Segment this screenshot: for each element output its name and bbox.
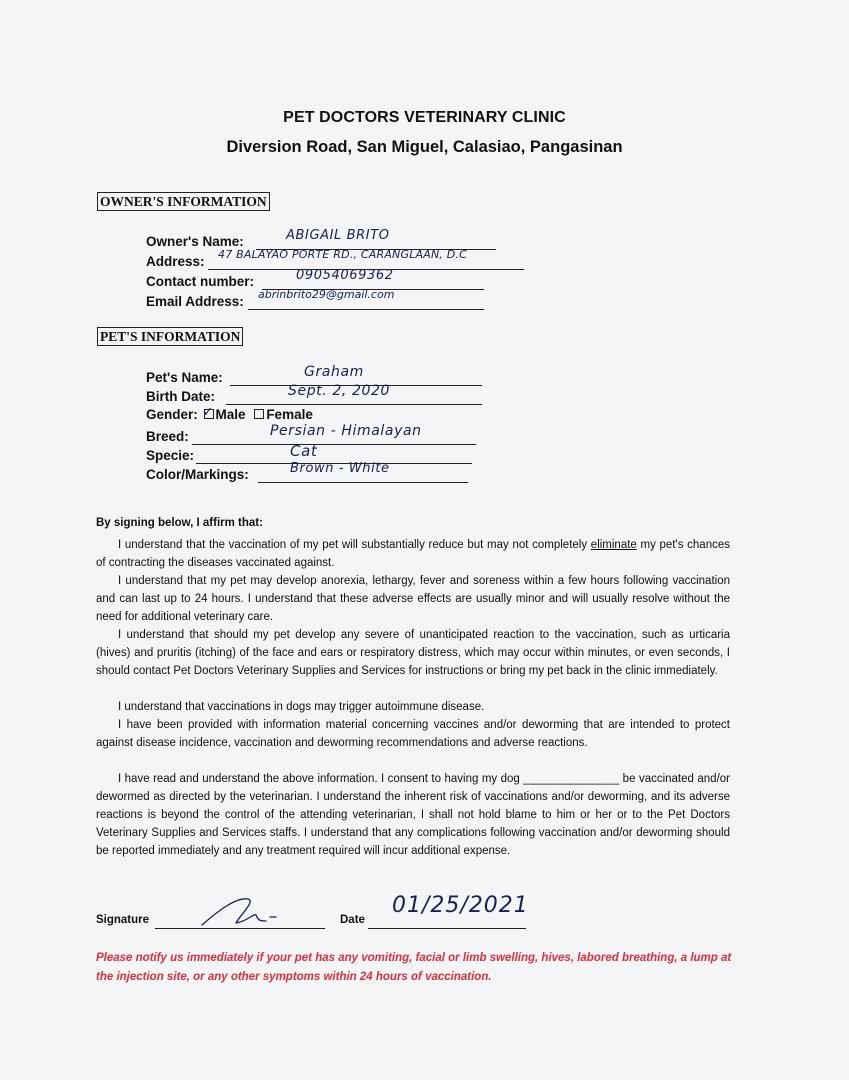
- owner-name-label: Owner's Name:: [146, 234, 244, 249]
- owner-address-label: Address:: [146, 254, 205, 269]
- pet-specie-value: Cat: [290, 442, 318, 460]
- consent-p1-start: I understand that the vaccination of my pet will substantially reduce but may not completely: [118, 539, 591, 551]
- consent-paragraph-3: [96, 626, 730, 680]
- clinic-address: Diversion Road, San Miguel, Calasiao, Pangasinan: [226, 138, 623, 156]
- consent-p4-text: I understand that vaccinations in dogs may trigger autoimmune disease.: [118, 701, 485, 713]
- checkmark-icon: ✓: [202, 404, 214, 419]
- pet-color-label: Color/Markings:: [146, 467, 249, 482]
- pet-breed-line: [192, 444, 476, 445]
- owner-email-label: Email Address:: [146, 294, 244, 309]
- consent-p1-end: my pet's chances of contracting the diseases vaccinated against.: [96, 539, 730, 569]
- consent-p1-eliminate: eliminate: [590, 539, 637, 551]
- consent-p6-text: I have read and understand the above information. I consent to having my dog _______________ be vaccinated and/or dewormed as directed by the veterinarian. I understand the inherent risk of vaccinations and/or deworming, and its adverse reactions is beyond the control of the attending veterinarian, I shall not hold blame to him or her or to the Pet Doctors Veterinary Supplies and Services staffs. I understand that any complications following vaccination and/or deworming should be reported immediately and any treatment required will incur additional expense.: [96, 773, 730, 857]
- pet-breed-label: Breed:: [146, 429, 189, 444]
- clinic-name: PET DOCTORS VETERINARY CLINIC: [283, 109, 566, 126]
- pet-gender-label: Gender:: [146, 407, 198, 422]
- pet-breed-value: Persian - Himalayan: [270, 423, 422, 439]
- pet-color-field: [146, 461, 486, 485]
- female-option-label: Female: [266, 407, 313, 422]
- owner-contact-value: 09054069362: [296, 268, 394, 283]
- consent-paragraph-6: [96, 770, 730, 860]
- pet-name-label: Pet's Name:: [146, 370, 223, 385]
- owner-section-header: OWNER'S INFORMATION: [97, 192, 270, 211]
- pet-birth-value: Sept. 2, 2020: [288, 383, 391, 399]
- owner-address-value: 47 BALAYAO PORTE RD., CARANGLAAN, D.C: [218, 248, 468, 261]
- consent-paragraph-5: [96, 716, 730, 752]
- owner-contact-label: Contact number:: [146, 274, 254, 289]
- affirm-title: By signing below, I affirm that:: [96, 517, 263, 529]
- owner-name-value: ABIGAIL BRITO: [286, 228, 390, 243]
- signature-scribble: [196, 893, 296, 929]
- consent-p3-text: I understand that should my pet develop any severe of unanticipated reaction to the vaccination, such as urticaria (hives) and pruritis (itching) of the face and ears or respiratory distress, which may occur within minutes, or even seconds, I should contact Pet Doctors Veterinary Supplies and Services for instructions or bring my pet back in the clinic immediately.: [96, 629, 730, 677]
- consent-p5-text: I have been provided with information material concerning vaccines and/or deworming that are intended to protect against disease incidence, vaccination and deworming recommendations and adverse reactions.: [96, 719, 730, 749]
- consent-p2-text: I understand that my pet may develop anorexia, lethargy, fever and soreness within a few hours following vaccination and can last up to 24 hours. I understand that these adverse effects are usually minor and will usually resolve without the need for additional veterinary care.: [96, 575, 730, 623]
- pet-color-line: [258, 482, 468, 483]
- consent-paragraph-4: [96, 698, 730, 716]
- pet-gender-field: [146, 404, 313, 422]
- pet-birth-line: [226, 404, 482, 405]
- vaccination-notice: Please notify us immediately if your pet has any vomiting, facial or limb swelling, hives, labored breathing, a lump at the injection site, or any other symptoms within 24 hours of vaccination.: [96, 952, 732, 983]
- consent-paragraph-2: [96, 572, 730, 626]
- pet-section-header: PET'S INFORMATION: [97, 327, 243, 346]
- owner-email-line: [248, 309, 484, 310]
- pet-color-value: Brown - White: [290, 461, 390, 476]
- signature-label: Signature: [96, 914, 150, 926]
- date-value: 01/25/2021: [392, 893, 529, 918]
- female-checkbox[interactable]: [254, 409, 264, 419]
- pet-name-value: Graham: [304, 364, 364, 380]
- date-label: Date: [340, 914, 365, 926]
- date-line[interactable]: [368, 928, 526, 929]
- pet-birth-label: Birth Date:: [146, 389, 216, 404]
- owner-email-field: [146, 288, 486, 312]
- pet-specie-label: Specie:: [146, 448, 195, 463]
- owner-email-value: abrinbrito29@gmail.com: [258, 288, 395, 301]
- consent-paragraph-1: [96, 536, 730, 572]
- male-checkbox[interactable]: [202, 404, 214, 419]
- male-option-label: Male: [215, 407, 246, 422]
- pet-birth-field: [146, 383, 486, 407]
